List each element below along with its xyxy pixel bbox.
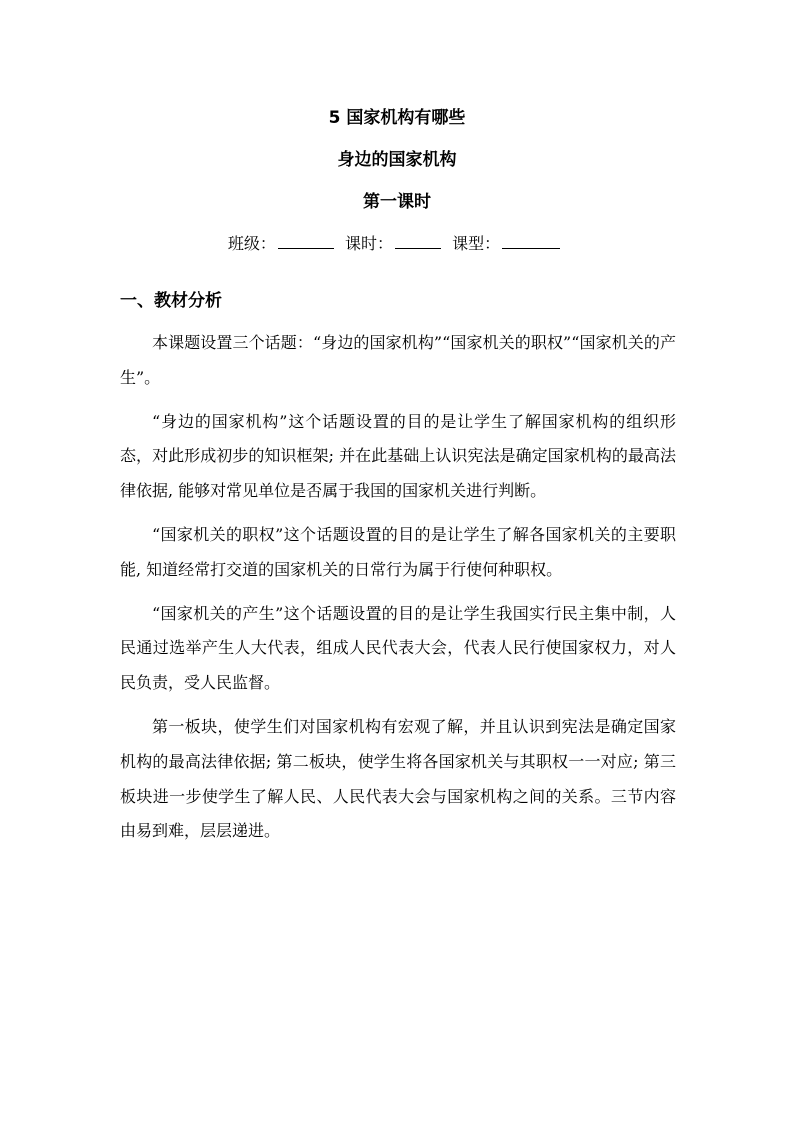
- class-label: 班级：: [227, 234, 276, 253]
- class-blank: [278, 231, 334, 249]
- class-info-line: [0, 231, 794, 256]
- paragraph: “国家机关的产生”这个话题设置的目的是让学生我国实行民主集中制，人民通过选举产生人大代表，组成人民代表大会，代表人民行使国家权力，对人民负责，受人民监督。: [120, 603, 676, 693]
- paragraph: 第一板块，使学生们对国家机构有宏观了解，并且认识到宪法是确定国家机构的最高法律依据; 第二板块，使学生将各国家机关与其职权一一对应; 第三板块进一步使学生了解人民、人民代表大会与国家机构之间的关系。三节内容由易到难，层层递进。: [120, 716, 676, 841]
- paragraph: “国家机关的职权”这个话题设置的目的是让学生了解各国家机关的主要职能, 知道经常打交道的国家机关的日常行为属于行使何种职权。: [120, 524, 676, 579]
- section-body: [120, 326, 676, 858]
- period-label: 课时：: [344, 234, 393, 253]
- lesson-title: 5 国家机构有哪些: [328, 108, 466, 128]
- lesson-period-title: 第一课时: [363, 192, 431, 212]
- type-blank: [502, 231, 560, 249]
- lesson-subtitle: 身边的国家机构: [337, 150, 457, 170]
- period-blank: [395, 231, 441, 249]
- type-label: 课型：: [452, 234, 501, 253]
- paragraph: “身边的国家机构”这个话题设置的目的是让学生了解国家机构的组织形态，对此形成初步的知识框架; 并在此基础上认识宪法是确定国家机构的最高法律依据, 能够对常见单位是否属于我国的国家机关进行判断。: [120, 411, 676, 501]
- paragraph: 本课题设置三个话题：“身边的国家机构”“国家机关的职权”“国家机关的产生”。: [120, 333, 676, 387]
- section-heading: 一、教材分析: [120, 291, 222, 311]
